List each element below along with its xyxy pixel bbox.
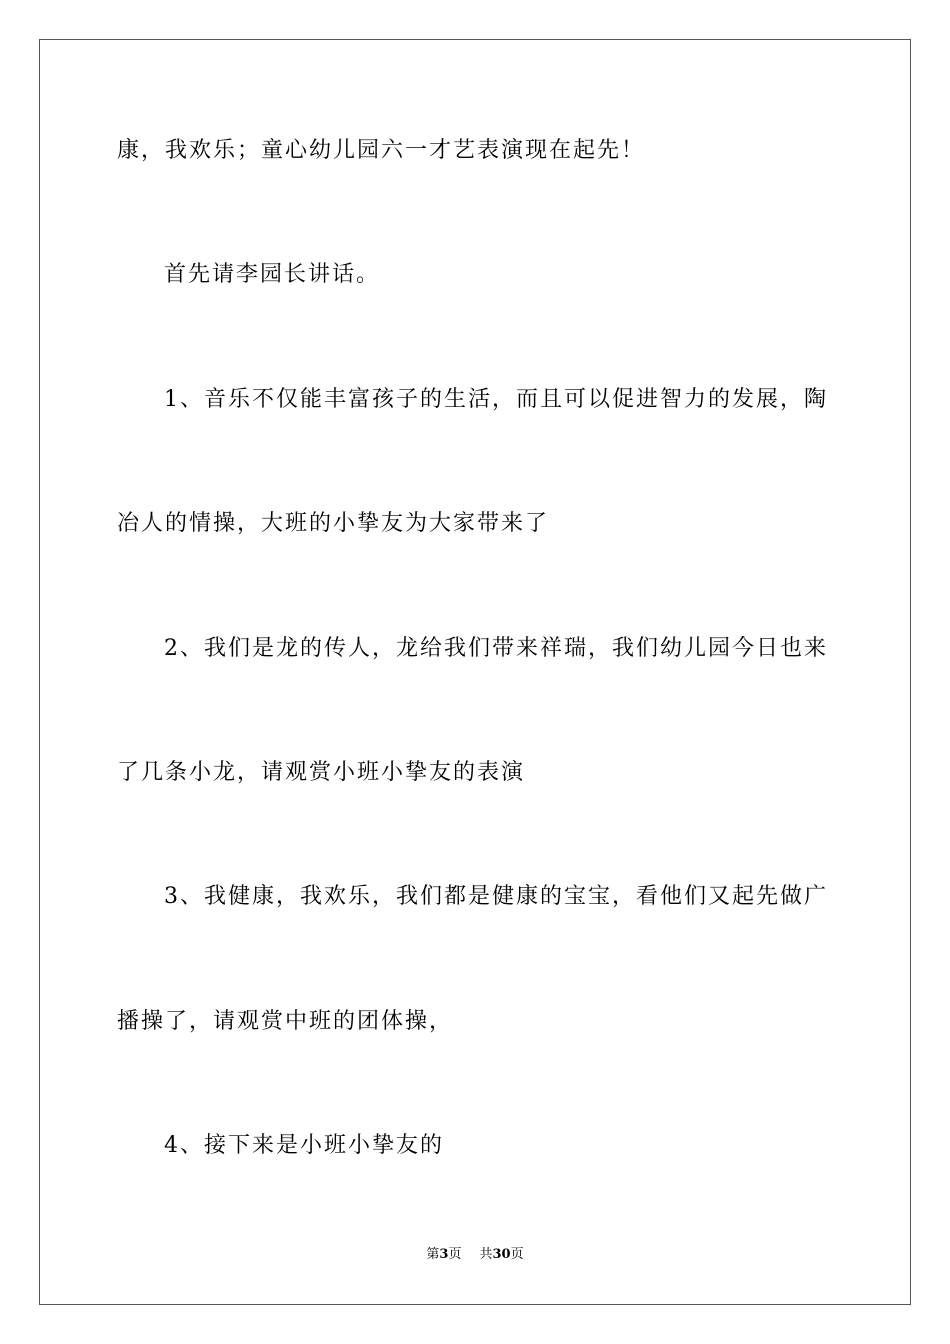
page-number-suffix: 页 xyxy=(448,1247,462,1262)
page-footer xyxy=(0,1246,950,1264)
paragraph-line: 2、我们是龙的传人，龙给我们带来祥瑞，我们幼儿园今日也来 xyxy=(164,636,828,661)
page-border xyxy=(39,39,911,1305)
paragraph-line: 了几条小龙，请观赏小班小挚友的表演 xyxy=(117,760,526,785)
paragraph-line: 4、接下来是小班小挚友的 xyxy=(164,1133,444,1158)
total-pages: 30 xyxy=(492,1247,511,1262)
paragraph-line: 1、音乐不仅能丰富孩子的生活，而且可以促进智力的发展，陶 xyxy=(164,387,828,412)
paragraph-line: 康，我欢乐；童心幼儿园六一才艺表演现在起先！ xyxy=(117,138,646,163)
paragraph-line: 3、我健康，我欢乐，我们都是健康的宝宝，看他们又起先做广 xyxy=(164,884,828,909)
total-pages-suffix: 页 xyxy=(510,1247,524,1262)
page-number-prefix: 第 xyxy=(426,1247,440,1262)
page-number: 3 xyxy=(439,1247,449,1262)
total-pages-prefix: 共 xyxy=(479,1247,493,1262)
paragraph-line: 播操了，请观赏中班的团体操， xyxy=(117,1009,454,1034)
paragraph-line: 首先请李园长讲话。 xyxy=(164,262,381,287)
paragraph-line: 冶人的情操，大班的小挚友为大家带来了 xyxy=(117,511,550,536)
